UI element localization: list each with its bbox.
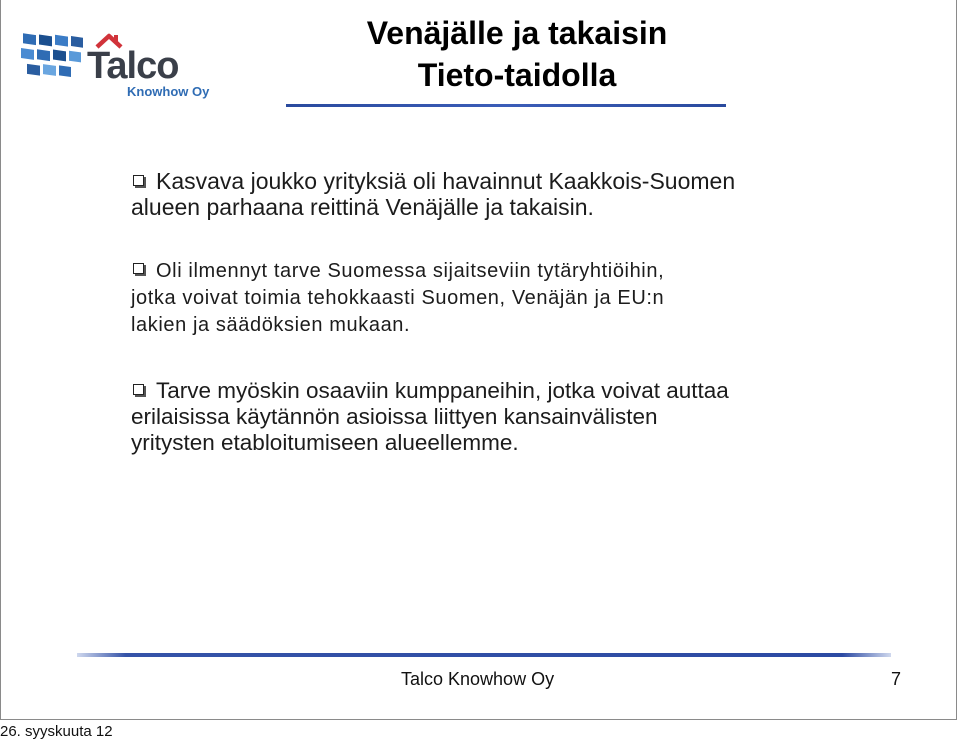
bullet-item xyxy=(131,168,851,220)
title-line-1: Venäjälle ja takaisin xyxy=(366,15,668,51)
blue-tiles-icon xyxy=(21,33,83,77)
bullet-text: Oli ilmennyt tarve Suomessa sijaitseviin tytäryhtiöihin, xyxy=(156,260,665,282)
logo-tagline: Knowhow Oy xyxy=(127,84,210,99)
page-number: 7 xyxy=(891,669,902,689)
bullet-text: erilaisissa käytännön asioissa liittyen kansainvälisten xyxy=(131,404,658,429)
bullet-text: jotka voivat toimia tehokkaasti Suomen, Venäjän ja EU:n xyxy=(131,287,665,309)
footer-company: Talco Knowhow Oy xyxy=(401,669,555,689)
title-line-2: Tieto-taidolla xyxy=(417,57,617,93)
bullet-text: lakien ja säädöksien mukaan. xyxy=(131,314,411,336)
bullet-text: Kasvava joukko yrityksiä oli havainnut Kaakkois-Suomen xyxy=(156,168,736,194)
slide-title xyxy=(291,12,743,96)
bullet-item xyxy=(131,378,851,456)
hollow-square-bullet-icon xyxy=(133,263,144,274)
bullet-text: alueen parhaana reittinä Venäjälle ja takaisin. xyxy=(131,194,594,220)
hollow-square-bullet-icon xyxy=(133,175,144,186)
bullet-item xyxy=(131,258,851,339)
date-label: 26. syyskuuta 12 xyxy=(0,723,113,740)
bullet-text: Tarve myöskin osaaviin kumppaneihin, jotka voivat auttaa xyxy=(156,378,729,403)
title-divider xyxy=(286,104,726,107)
bullet-text: yritysten etabloitumiseen alueellemme. xyxy=(131,430,519,455)
hollow-square-bullet-icon xyxy=(133,384,144,395)
footer-divider xyxy=(77,653,891,657)
talco-logo xyxy=(21,28,226,102)
logo-wordmark: Talco xyxy=(87,45,179,87)
